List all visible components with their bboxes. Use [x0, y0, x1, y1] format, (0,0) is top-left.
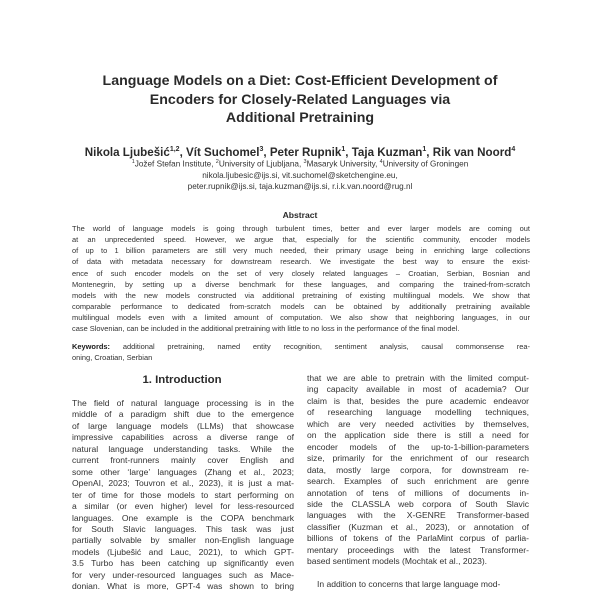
right-column [307, 373, 529, 590]
abstract-line: comparable performance to dedicated from-scratch models can be obtained by additionally pretraining available [72, 302, 530, 312]
body-line: based sentiment models (Mochtak et al., 2023). [307, 556, 488, 567]
body-line: that we are able to pretrain with the limited comput- [307, 373, 529, 383]
paper-title [60, 72, 540, 128]
body-line: some other ‘large’ languages (Zhang et al., 2023; [72, 466, 294, 477]
body-line: billions of tokens of the ParlaMint corpus of parlia- [307, 533, 529, 544]
body-line: a similar (or even higher) level for less-resourced [72, 501, 294, 512]
left-column [72, 398, 294, 593]
author-name: Taja Kuzman [351, 145, 423, 159]
body-line: languages with the X-GENRE Transformer-based [307, 510, 529, 521]
abstract-line: case Slovenian, can be included in the additional pretraining with little to no loss in the performance of the final model. [72, 324, 460, 334]
affiliation-line: $^1$Jožef Stefan Institute, $^2$University of Ljubljana, $^3$Masaryk University, $^4$University of Groningen [131, 159, 469, 169]
section-heading-introduction: 1. Introduction [142, 374, 222, 386]
body-line: annotation of tens of millions of documents in- [307, 487, 529, 498]
abstract-line: of up to 1 billion parameters are still very much needed, their primary usage being in enriching large collections [72, 246, 530, 256]
body-line: for South Slavic languages. This task was just [72, 523, 294, 534]
body-line: side the CLASSLA web corpora of South Slavic [307, 498, 529, 509]
abstract-line: at an unprecedented speed. However, we argue that, especially for the scientific community, encoder models [72, 235, 530, 245]
author-affil-mark: 1 [341, 146, 346, 153]
email-line[interactable]: peter.rupnik@ijs.si, taja.kuzman@ijs.si, r.i.k.van.noord@rug.nl [187, 181, 413, 191]
body-line: current front-runners mainly cover English and [72, 455, 294, 466]
body-line: middle of a paradigm shift due to the emergence [72, 409, 294, 420]
author-list: Nikola Ljubešić$^{1,2}$, Vít Suchomel$^3$, Peter Rupnik$^1$, Taja Kuzman$^1$, Rik van Noord$^4$ [84, 145, 516, 159]
abstract-line: models with the new models constructed via additional pretraining of existing multilingual models. We show that [72, 290, 530, 300]
body-line: of researching language modelling techniques, [307, 407, 529, 418]
abstract-line: ence of such encoder models on the set of very closely related languages – Croatian, Serbian, Bosnian and [72, 268, 530, 278]
body-line: search. Examples of such enrichment are genre [307, 476, 529, 487]
author-name: Rik van Noord [432, 145, 512, 159]
body-line: partially solvable by smaller non-English language [72, 535, 294, 546]
keywords-line: oning, Croatian, Serbian [72, 353, 153, 363]
body-line: of large language models (LLMs) that showcase [72, 420, 294, 431]
author-name: Peter Rupnik [269, 145, 342, 159]
author-affil-mark: 4 [511, 146, 516, 153]
body-line: The field of natural language processing is in the [72, 398, 294, 408]
body-line: encoder models of the up-to-1-billion-parameters [307, 441, 529, 452]
abstract-line: of data with metadata necessary for downstream research. We investigate the best way to ensure the exist- [72, 257, 530, 267]
author-affil-mark: 3 [259, 146, 264, 153]
body-line: impressive capabilities across a diverse range of [72, 432, 294, 443]
body-line: which are very needed activities by themselves, [307, 418, 529, 429]
email-line[interactable]: nikola.ljubesic@ijs.si, vit.suchomel@sketchengine.eu, [202, 170, 398, 180]
abstract-line: multilingual models even with a limited amount of computation. We also show that neighboring languages, in our [72, 313, 530, 323]
body-line: natural language understanding tasks. While the [72, 443, 294, 454]
title-line: Encoders for Closely-Related Languages via [149, 91, 451, 108]
author-name: Nikola Ljubešić [84, 145, 170, 159]
body-line: 3.5 Turbo has been catching up significantly even [72, 558, 294, 569]
body-line: on the application side there is still a need for [307, 430, 529, 441]
keywords-label: Keywords: [72, 342, 111, 351]
body-line: ter of time for those models to start performing on [72, 489, 294, 500]
abstract-line: Montenegrin, by setting up a diverse benchmark for these languages, and comparing the trained-from-scratch [72, 279, 530, 289]
body-line: classifier (Kuzman et al., 2023), or annotation of [307, 521, 529, 532]
abstract-heading: Abstract [282, 210, 318, 220]
body-line: OpenAI, 2023; Touvron et al., 2023), it is just a mat- [72, 478, 294, 489]
author-affil-mark: 1 [422, 146, 427, 153]
body-line: mentary proceedings with the latest Transformer- [307, 544, 529, 555]
title-line: Additional Pretraining [225, 110, 375, 126]
body-line: ing capacity available in most of academia? Our [307, 384, 529, 395]
body-line: data, mostly large corpora, for downstream re- [307, 464, 529, 475]
body-line: donian. What is more, GPT-4 was shown to bring [72, 581, 294, 592]
author-name: Vít Suchomel [186, 145, 260, 159]
body-line: size, primarily for the enrichment of our research [307, 453, 529, 464]
title-line: Language Models on a Diet: Cost-Efficient Development of [102, 73, 498, 89]
abstract-line: The world of language models is going through turbulent times, better and ever larger models are coming out [72, 224, 530, 233]
body-line: In addition to concerns that large language mod- [317, 578, 501, 589]
affiliations [40, 157, 560, 192]
abstract-body [72, 223, 530, 335]
body-line: claim is that, besides the pure academic endeavor [307, 395, 529, 406]
keywords-line: Keywords: additional pretraining, named entity recognition, sentiment analysis, causal commonsense rea- [72, 342, 531, 351]
body-line: models (Ljubešić and Lauc, 2021), to which GPT- [72, 546, 294, 557]
body-line: for very under-resourced languages such as Mace- [72, 569, 294, 580]
keywords [72, 341, 530, 363]
author-affil-mark: 1,2 [169, 146, 180, 153]
body-line: languages. One example is the COPA benchmark [72, 512, 294, 523]
